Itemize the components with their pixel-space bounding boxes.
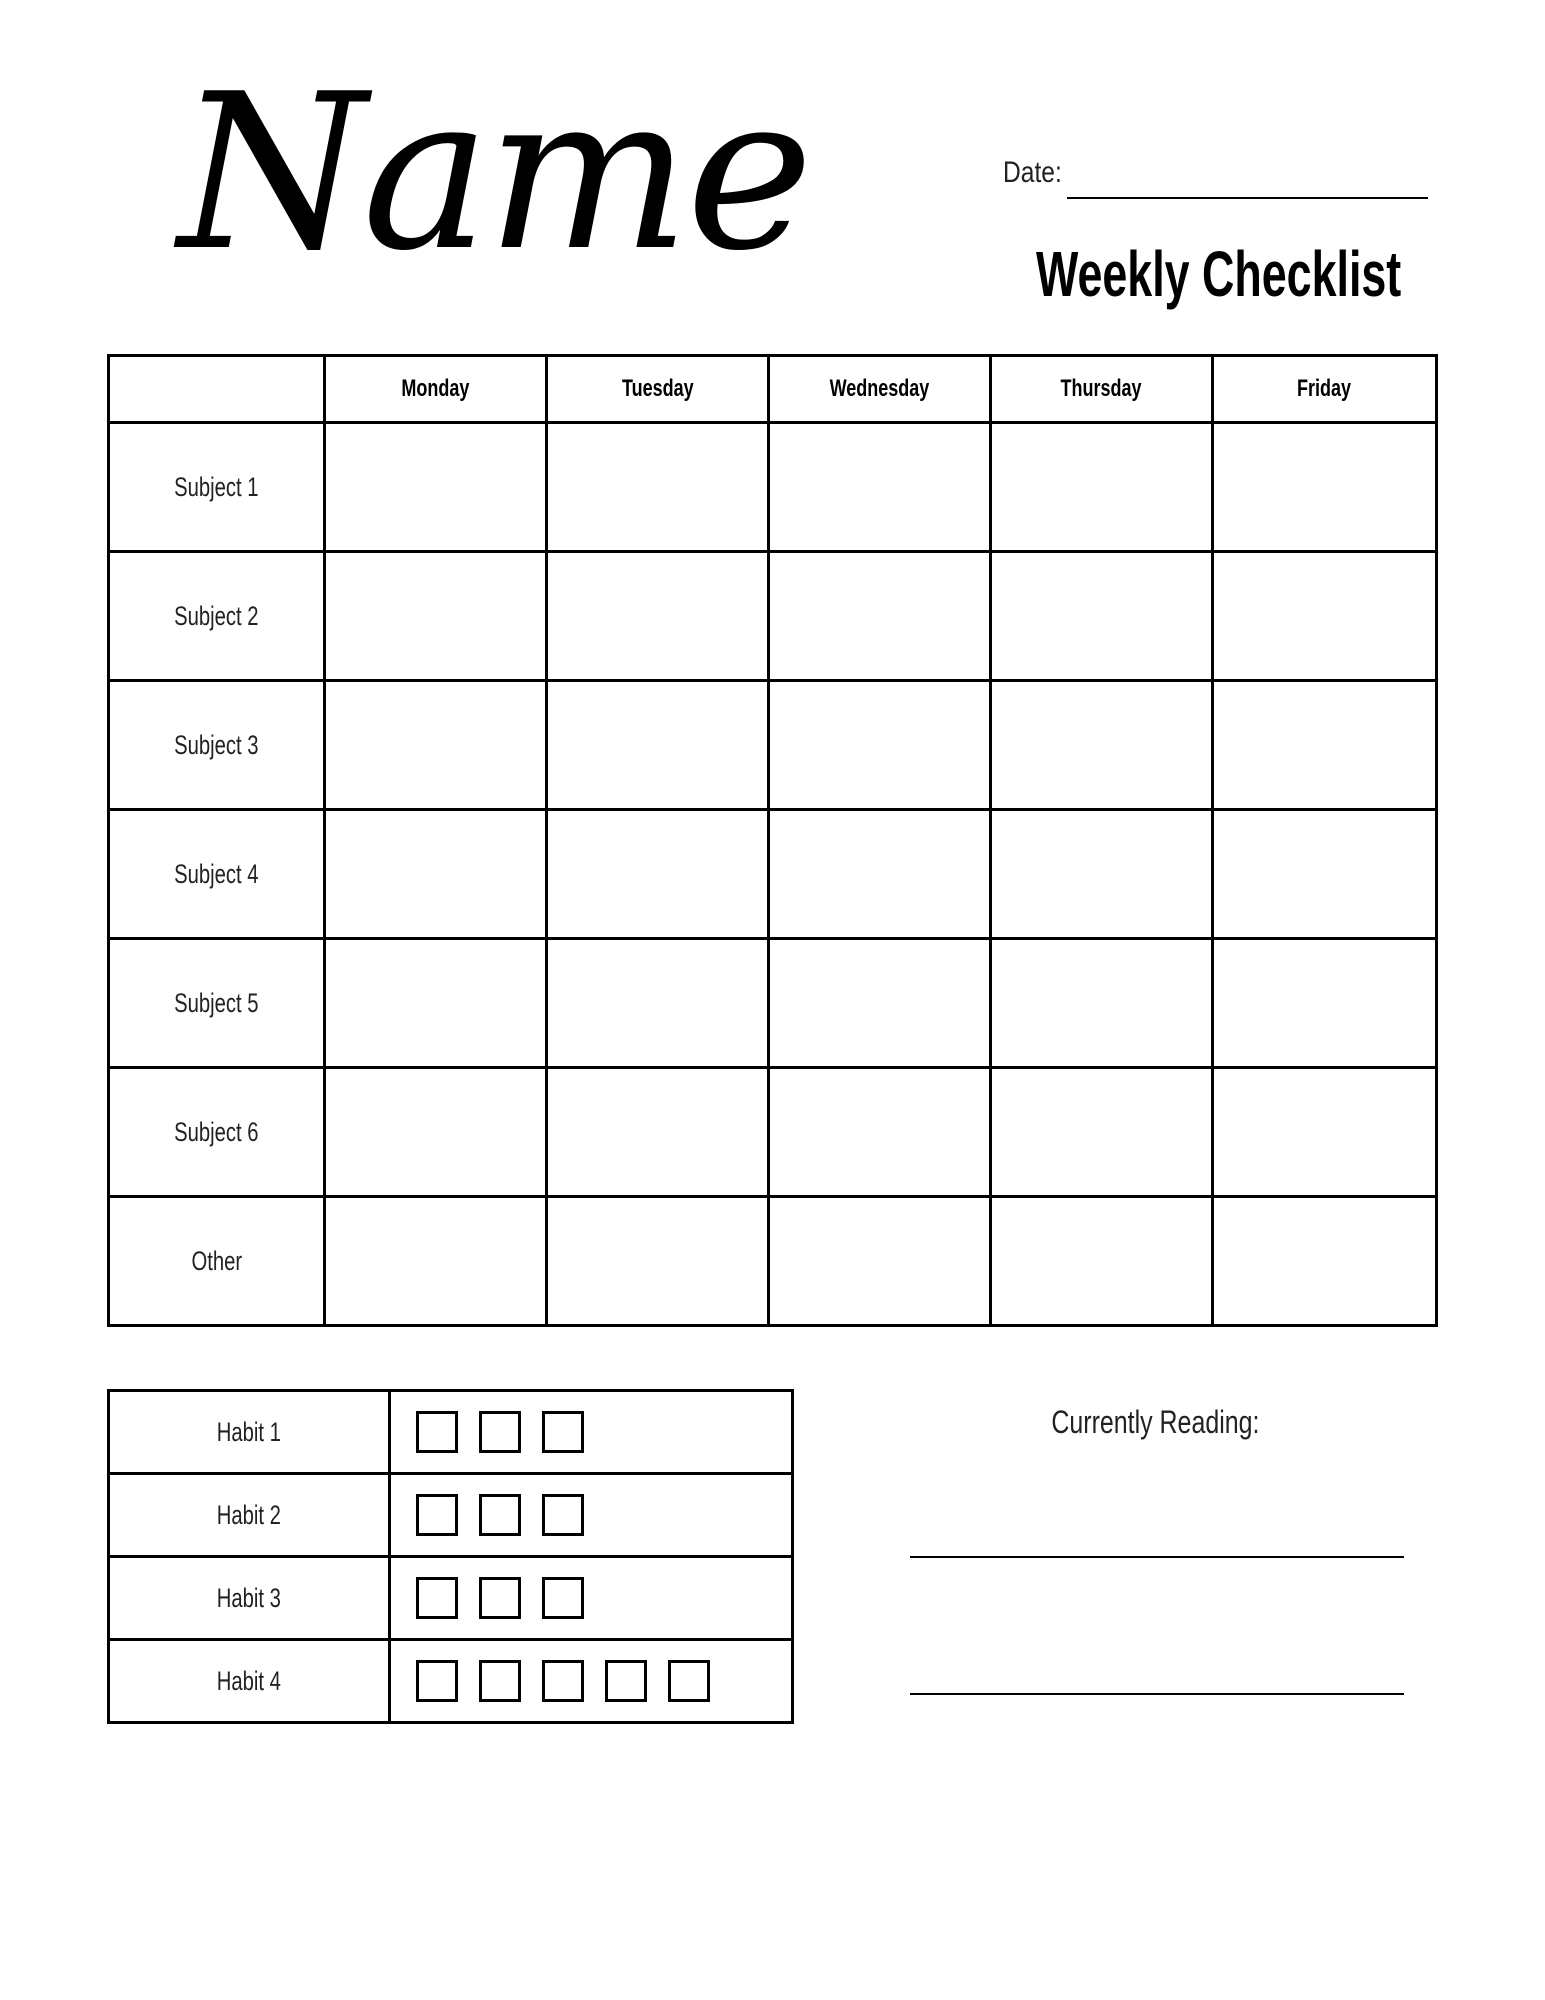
row-label: Subject 4 (174, 858, 259, 889)
habit-checkbox[interactable] (605, 1660, 647, 1702)
habit-label-cell (109, 1391, 390, 1474)
habit-label-cell (109, 1640, 390, 1723)
table-row (109, 681, 1437, 810)
habit-rows (109, 1391, 793, 1723)
check-cell-thursday[interactable] (991, 1068, 1213, 1197)
check-cell-friday[interactable] (1213, 939, 1437, 1068)
habit-row (109, 1640, 793, 1723)
habit-checkbox[interactable] (416, 1494, 458, 1536)
weekly-checklist-table (107, 354, 1438, 1327)
check-cell-thursday[interactable] (991, 1197, 1213, 1326)
check-cell-friday[interactable] (1213, 423, 1437, 552)
check-cell-monday[interactable] (325, 681, 547, 810)
check-cell-thursday[interactable] (991, 423, 1213, 552)
corner-cell (109, 356, 325, 423)
check-cell-tuesday[interactable] (547, 939, 769, 1068)
habit-checkbox[interactable] (416, 1660, 458, 1702)
day-header-tuesday (547, 356, 769, 423)
check-cell-friday[interactable] (1213, 1197, 1437, 1326)
check-cell-monday[interactable] (325, 939, 547, 1068)
check-cell-tuesday[interactable] (547, 681, 769, 810)
check-cell-monday[interactable] (325, 552, 547, 681)
check-cell-wednesday[interactable] (769, 681, 991, 810)
habit-checkbox[interactable] (416, 1577, 458, 1619)
check-cell-wednesday[interactable] (769, 1197, 991, 1326)
habit-tracker-table (107, 1389, 794, 1724)
check-cell-monday[interactable] (325, 810, 547, 939)
day-header-monday (325, 356, 547, 423)
check-cell-monday[interactable] (325, 1197, 547, 1326)
date-row (1003, 150, 1428, 202)
habit-checkbox[interactable] (668, 1660, 710, 1702)
habit-label: Habit 1 (216, 1416, 282, 1447)
check-cell-wednesday[interactable] (769, 1068, 991, 1197)
check-cell-wednesday[interactable] (769, 423, 991, 552)
check-cell-tuesday[interactable] (547, 1197, 769, 1326)
check-cell-friday[interactable] (1213, 681, 1437, 810)
name-heading: Name (178, 47, 810, 298)
reading-line-1[interactable] (910, 1556, 1404, 1558)
check-cell-wednesday[interactable] (769, 810, 991, 939)
habit-boxes-cell (390, 1391, 793, 1474)
date-label: Date: (1003, 156, 1062, 189)
date-input-line[interactable] (1067, 197, 1428, 199)
table-row (109, 423, 1437, 552)
row-label-cell (109, 423, 325, 552)
day-header-row (109, 356, 1437, 423)
day-label: Wednesday (829, 375, 930, 402)
day-label: Tuesday (621, 375, 694, 402)
check-cell-thursday[interactable] (991, 681, 1213, 810)
habit-row (109, 1474, 793, 1557)
habit-checkbox[interactable] (416, 1411, 458, 1453)
habit-label-cell (109, 1474, 390, 1557)
row-label-cell (109, 1197, 325, 1326)
habit-label-cell (109, 1557, 390, 1640)
currently-reading-text: Currently Reading: (1051, 1404, 1260, 1440)
habit-boxes-cell (390, 1640, 793, 1723)
day-header-thursday (991, 356, 1213, 423)
habit-label: Habit 3 (216, 1582, 282, 1613)
check-cell-tuesday[interactable] (547, 552, 769, 681)
row-label-cell (109, 810, 325, 939)
check-cell-friday[interactable] (1213, 1068, 1437, 1197)
check-cell-thursday[interactable] (991, 552, 1213, 681)
habit-checkbox[interactable] (479, 1494, 521, 1536)
row-label-cell (109, 1068, 325, 1197)
page-title: Weekly Checklist (1036, 238, 1402, 310)
currently-reading-label (908, 1404, 1403, 1441)
row-label: Subject 5 (174, 987, 259, 1018)
reading-line-2[interactable] (910, 1693, 1404, 1695)
habit-checkbox[interactable] (479, 1411, 521, 1453)
check-cell-tuesday[interactable] (547, 1068, 769, 1197)
row-label-cell (109, 552, 325, 681)
habit-checkbox[interactable] (542, 1577, 584, 1619)
row-label-cell (109, 939, 325, 1068)
habit-boxes-cell (390, 1557, 793, 1640)
row-label: Other (191, 1245, 242, 1276)
check-cell-friday[interactable] (1213, 810, 1437, 939)
habit-checkbox[interactable] (542, 1494, 584, 1536)
check-cell-wednesday[interactable] (769, 939, 991, 1068)
day-label: Thursday (1060, 375, 1143, 402)
table-row (109, 939, 1437, 1068)
table-row (109, 552, 1437, 681)
table-row (109, 1068, 1437, 1197)
row-label: Subject 2 (174, 600, 259, 631)
habit-checkbox[interactable] (479, 1577, 521, 1619)
subject-rows (109, 423, 1437, 1326)
row-label: Subject 6 (174, 1116, 259, 1147)
habit-label: Habit 4 (216, 1665, 282, 1696)
habit-row (109, 1557, 793, 1640)
row-label-cell (109, 681, 325, 810)
row-label: Subject 1 (174, 471, 259, 502)
table-row (109, 810, 1437, 939)
habit-checkbox[interactable] (542, 1660, 584, 1702)
habit-row (109, 1391, 793, 1474)
day-header-friday (1213, 356, 1437, 423)
habit-boxes-cell (390, 1474, 793, 1557)
check-cell-thursday[interactable] (991, 939, 1213, 1068)
check-cell-friday[interactable] (1213, 552, 1437, 681)
check-cell-wednesday[interactable] (769, 552, 991, 681)
check-cell-monday[interactable] (325, 423, 547, 552)
habit-checkbox[interactable] (542, 1411, 584, 1453)
check-cell-thursday[interactable] (991, 810, 1213, 939)
day-label: Friday (1297, 375, 1352, 402)
day-label: Monday (401, 375, 470, 402)
check-cell-tuesday[interactable] (547, 423, 769, 552)
day-header-wednesday (769, 356, 991, 423)
check-cell-tuesday[interactable] (547, 810, 769, 939)
table-row (109, 1197, 1437, 1326)
habit-label: Habit 2 (216, 1499, 282, 1530)
habit-checkbox[interactable] (479, 1660, 521, 1702)
check-cell-monday[interactable] (325, 1068, 547, 1197)
row-label: Subject 3 (174, 729, 259, 760)
